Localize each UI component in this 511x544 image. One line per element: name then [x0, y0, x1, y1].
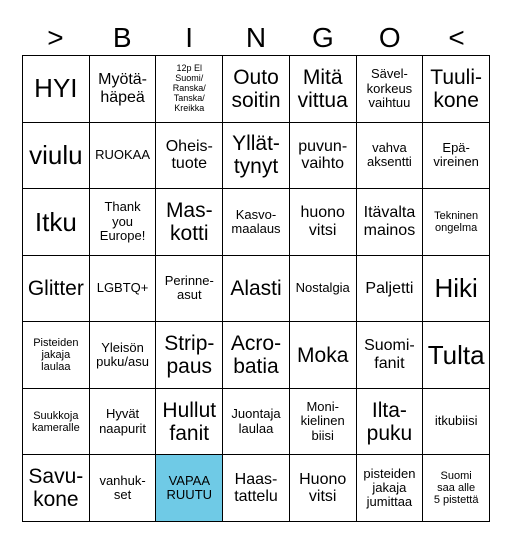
header-letter: G — [311, 22, 334, 53]
bingo-cell[interactable]: Glitter — [23, 256, 90, 323]
bingo-board — [22, 55, 490, 522]
bingo-cell[interactable]: Thank you Europe! — [90, 189, 157, 256]
bingo-cell[interactable]: Savu- kone — [23, 455, 90, 522]
bingo-cell[interactable]: Hullut fanit — [156, 389, 223, 456]
bingo-cell[interactable]: vanhuk- set — [90, 455, 157, 522]
bingo-cell[interactable]: Alasti — [223, 256, 290, 323]
bingo-cell[interactable]: Myötä- häpeä — [90, 56, 157, 123]
bingo-cell[interactable]: Mitä vittua — [290, 56, 357, 123]
bingo-cell[interactable]: Epä- vireinen — [423, 123, 490, 190]
bingo-cell[interactable]: puvun- vaihto — [290, 123, 357, 190]
bingo-cell[interactable]: Suomi saa alle 5 pistettä — [423, 455, 490, 522]
header-letter: I — [185, 22, 194, 53]
header-letter: O — [378, 22, 401, 53]
bingo-cell[interactable]: Mas- kotti — [156, 189, 223, 256]
bingo-cell[interactable]: Moka — [290, 322, 357, 389]
bingo-cell[interactable]: itkubiisi — [423, 389, 490, 456]
bingo-cell[interactable]: Oheis- tuote — [156, 123, 223, 190]
bingo-cell[interactable]: Huono vitsi — [290, 455, 357, 522]
bingo-cell[interactable]: vahva aksentti — [357, 123, 424, 190]
bingo-cell[interactable]: Sävel- korkeus vaihtuu — [357, 56, 424, 123]
free-space-cell[interactable]: VAPAA RUUTU — [156, 455, 223, 522]
bingo-cell[interactable]: Suomi- fanit — [357, 322, 424, 389]
bingo-cell[interactable]: Suukkoja kameralle — [23, 389, 90, 456]
bingo-cell[interactable]: pisteiden jakaja jumittaa — [357, 455, 424, 522]
bingo-cell[interactable]: Paljetti — [357, 256, 424, 323]
bingo-cell[interactable]: LGBTQ+ — [90, 256, 157, 323]
bingo-cell[interactable]: huono vitsi — [290, 189, 357, 256]
bingo-cell[interactable]: 12p El Suomi/ Ranska/ Tanska/ Kreikka — [156, 56, 223, 123]
bingo-cell[interactable]: HYI — [23, 56, 90, 123]
header-letter: N — [245, 22, 267, 53]
bingo-cell[interactable]: Nostalgia — [290, 256, 357, 323]
bingo-cell[interactable]: Acro- batia — [223, 322, 290, 389]
bingo-cell[interactable]: Strip- paus — [156, 322, 223, 389]
bingo-cell[interactable]: Outo soitin — [223, 56, 290, 123]
header-letter: > — [47, 22, 64, 53]
bingo-cell[interactable]: Hyvät naapurit — [90, 389, 157, 456]
bingo-cell[interactable]: Perinne- asut — [156, 256, 223, 323]
bingo-cell[interactable]: Yleisön puku/asu — [90, 322, 157, 389]
bingo-cell[interactable]: Hiki — [423, 256, 490, 323]
bingo-cell[interactable]: Tuuli- kone — [423, 56, 490, 123]
bingo-cell[interactable]: Haas- tattelu — [223, 455, 290, 522]
bingo-cell[interactable]: Tekninen ongelma — [423, 189, 490, 256]
bingo-cell[interactable]: viulu — [23, 123, 90, 190]
bingo-cell[interactable]: Itävalta mainos — [357, 189, 424, 256]
bingo-cell[interactable]: Ilta- puku — [357, 389, 424, 456]
bingo-cell[interactable]: Moni- kielinen biisi — [290, 389, 357, 456]
bingo-cell[interactable]: Yllät- tynyt — [223, 123, 290, 190]
bingo-cell[interactable]: Itku — [23, 189, 90, 256]
header-letter: < — [448, 22, 465, 53]
bingo-header — [22, 18, 490, 58]
bingo-cell[interactable]: RUOKAA — [90, 123, 157, 190]
bingo-cell[interactable]: Kasvo- maalaus — [223, 189, 290, 256]
bingo-cell[interactable]: Juontaja laulaa — [223, 389, 290, 456]
bingo-cell[interactable]: Pisteiden jakaja laulaa — [23, 322, 90, 389]
header-letter: B — [112, 22, 132, 53]
bingo-cell[interactable]: Tulta — [423, 322, 490, 389]
